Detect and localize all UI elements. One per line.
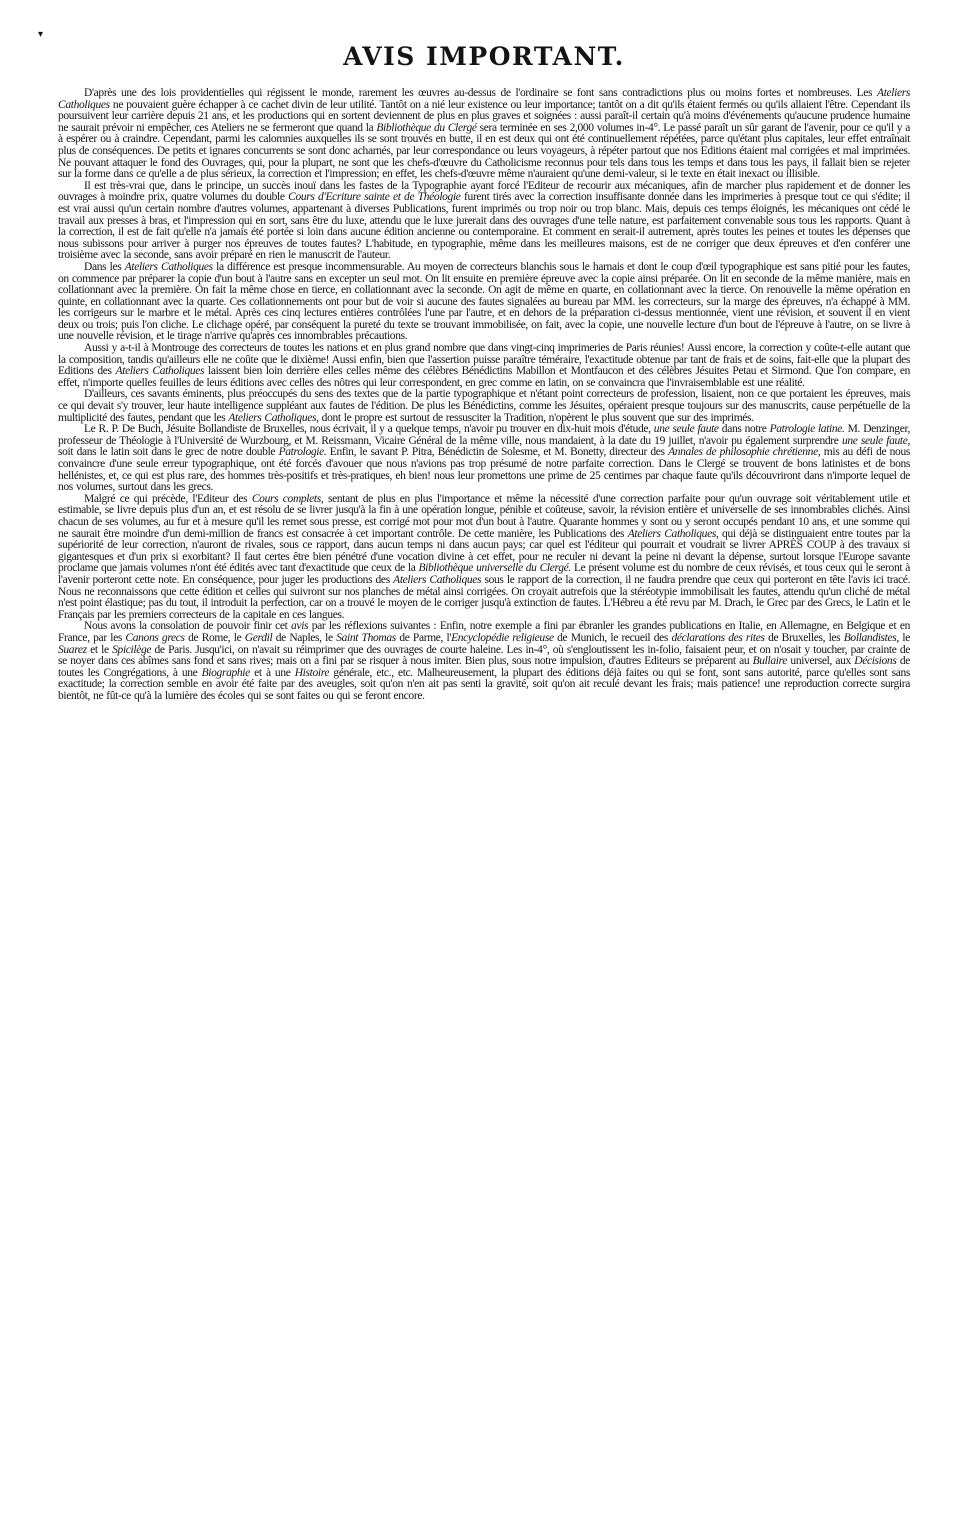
text-run: sera terminée en ses 2,000 volumes in-4°. Le passé paraît un sûr garant de l'avenir, pour ce qu'il y a à espérer ou à craindre. Cependant, parmi les calomnies auxquelles ils se sont trouvés en butte, il en est deux qui ont été continuellement répétées, parce qu'étant plus capitales, leur effet entraînait plus de conséquences. De petits et ignares concurrents se sont donc acharnés, par leur correspondance ou leurs voyageurs, à répéter partout que nos Editions étaient mal corrigées et mal imprimées. Ne pouvant attaquer le fond des Ouvrages, qui, pour la plupart, ne sont que les chefs-d'œuvre du Catholicisme reconnus pour tels dans tous les temps et dans tous les pays, il fallait bien se rejeter sur la forme dans ce qu'elle a de plus sérieux, la correction et l'impression; en effet, les chefs-d'œuvre même n'auraient qu'une demi-valeur, si le texte en était inexact ou illisible.	[58, 121, 911, 181]
text-run: de toutes les Congrégations, à une	[58, 655, 910, 679]
text-run: et à une	[249, 666, 295, 679]
italic-title: déclarations des rites	[671, 631, 765, 644]
italic-title: une seule faute,	[841, 434, 910, 447]
text-run: Aussi y a-t-il à Montrouge des correcteurs de toutes les nations et en plus grand nombre que dans vingt-cinq imprimeries de Paris réunies! Aussi encore, la correction y coûte-t-elle autant que la composition, tandis qu'ailleurs elle ne coûte que le dixième! Aussi enfin, bien que l'assertion puisse paraître téméraire, l'exactitude obtenue par tant de frais et de soins, fait-elle que la plupart des Editions des	[58, 342, 910, 378]
paragraph	[58, 343, 910, 389]
text-run: de Parme, l'	[395, 631, 452, 644]
paragraph	[58, 181, 910, 262]
italic-title: Encyclopédie religieuse	[451, 631, 554, 644]
italic-title: Ateliers Catholiques,	[228, 411, 319, 424]
italic-title: Annales de philosophie chrétienne,	[668, 446, 821, 459]
paragraph	[58, 621, 910, 702]
text-run: qui déjà se distinguaient entre toutes par la supériorité de leur correction, n'auront de rivales, sous ce rapport, dans aucun temps ni dans aucun pays; car quel est l'éditeur qui pourrait et voudrait se livrer APRÈS COUP à des travaux si gigantesques et d'un prix si exorbitant? Il faut certes être bien pénétré d'une vocation divine à cet effet, pour ne reculer ni devant la peine ni devant la dépense, surtout lorsque l'Europe savante proclame que jamais volumes n'ont été édités avec tant d'exactitude que ceux de la	[58, 527, 910, 575]
text-run: Il est très-vrai que, dans le principe, un succès inouï dans les fastes de la Typographie ayant forcé l'Editeur de recourir aux mécaniques, afin de marcher plus rapidement et de donner les ouvrages à moindre prix, quatre volumes du double	[58, 179, 910, 204]
text-run: D'après une des lois providentielles qui régissent le monde, rarement les œuvres au-dessus de l'ordinaire se font sans contradictions plus ou moins fortes et nombreuses. Les	[84, 87, 878, 99]
italic-title: Suarez	[58, 643, 87, 656]
text-run: dont le propre est surtout de ressusciter la Tradition, n'opèrent le plus souvent que sur des imprimés.	[318, 411, 754, 424]
text-run: M. Denzinger, professeur de Théologie à l'Université de Wurzbourg, et M. Reissmann, Vicaire Général de la même ville, nous mandaient, à la date du 19 juillet, n'avoir pu également surprendre	[58, 423, 910, 447]
text-run: sentant de plus en plus l'importance et même la nécessité d'une correction parfaite pour qu'un ouvrage soit véritablement utile et estimable, se livre depuis plus d'un an, et est résolu de se livrer jusqu'à la fin à une opération longue, pénible et coûteuse, savoir, la révision entière et universelle de ses innombrables clichés. Ainsi chacun de ses volumes, au fur et à mesure qu'il les remet sous presse, est corrigé mot pour mot d'un bout à l'autre. Quarante hommes y sont ou y seront occupés pendant 10 ans, et une somme qui ne saurait être moindre d'un demi-million de francs est consacrée à cet important contrôle. De cette manière, les Publications des	[58, 492, 910, 540]
text-run: générale, etc., etc. Malheureusement, la plupart des éditions déjà faites ou qui se font, sont sans autorité, parce qu'elles sont sans exactitude; la correction semble en avoir été faite par des aveugles, soit qu'on n'en ait pas senti la gravité, soit qu'on ait reculé devant les frais; mais patience! une reproduction correcte surgira bientôt, ne fût-ce qu'à la lumière des écoles qui se sont faites ou qui se feront encore.	[58, 666, 911, 702]
text-run: universel, aux	[787, 655, 855, 668]
italic-title: Bibliothèque du Clergé	[376, 121, 477, 134]
italic-title: Ateliers Catholiques	[393, 573, 482, 586]
text-run: Nous avons la consolation de pouvoir finir cet	[84, 620, 292, 633]
italic-title: Bullaire	[752, 655, 788, 668]
italic-title: Décisions	[854, 655, 897, 668]
italic-title: avis	[291, 620, 309, 633]
italic-title: Ateliers Catholiques,	[627, 527, 719, 540]
italic-title: Biographie	[201, 666, 250, 679]
paragraph	[58, 494, 910, 622]
paragraph	[58, 262, 910, 343]
text-run: Le présent volume est du nombre de ceux révisés, et tous ceux qui le seront à l'avenir porteront cette note. En conséquence, pour juger les productions des	[58, 562, 910, 586]
text-run: de Bruxelles, les	[764, 631, 844, 644]
text-run: dans notre	[718, 423, 770, 436]
text-run: de Rome, le	[184, 631, 245, 644]
text-run: sous le rapport de la correction, il ne faudra prendre que ceux qui porteront en tête l'avis ici tracé. Nous ne reconnaissons que cette édition et celles qui suivront sur nos planches de métal ainsi corrigées. On croyait autrefois que la stéréotypie immobilisait les fautes, attendu qu'un cliché de métal n'est point élastique; pas du tout, il introduit la perfection, car on a trouvé le moyen de le corriger jusqu'à extinction de fautes. L'Hébreu a été revu par M. Drach, le Grec par des Grecs, le Latin et le Français par les premiers correcteurs de la capitale en ces langues.	[58, 573, 910, 621]
text-run: par les réflexions suivantes : Enfin, notre exemple a fini par ébranler les grandes publications en Italie, en Allemagne, en Belgique et en France, par les	[58, 620, 910, 644]
text-run: Enfin, le savant P. Pitra, Bénédictin de Solesme, et M. Bonetty, directeur des	[326, 446, 669, 459]
text-run: de Naples, le	[272, 631, 337, 644]
italic-title: Bibliothèque universelle du Clergé.	[418, 562, 571, 575]
paragraph	[58, 88, 910, 181]
italic-title: Bollandistes	[843, 631, 897, 644]
text-run: ne pouvaient guère échapper à ce cachet divin de leur utilité. Tantôt on a nié leur existence ou leur importance; tantôt on a dit qu'ils étaient fermés ou qu'ils allaient l'être. Cependant ils poursuivent leur carrière depuis 21 ans, et les productions qui en sortent deviennent de plus en plus graves et soignées : aussi paraît-il certain qu'à moins d'événements qu'aucune prudence humaine ne saurait prévoir ni empêcher, ces Ateliers ne se fermeront que quand la	[58, 98, 910, 134]
text-run: laissent bien loin derrière elles celles même des célèbres Bénédictins Mabillon et Montfaucon et des célèbres Jésuites Petau et Sirmond. Que l'on compare, en effet, n'importe quelles feuilles de leurs éditions avec celles des nôtres qui leur correspondent, en grec comme en latin, on se convaincra que l'invraisemblable est une réalité.	[58, 365, 910, 389]
text-run: mis au défi de nous convaincre d'une seule erreur typographique, ont été forcés d'avouer que nous n'avions pas trop présumé de notre parfaite correction. Dans le Clergé se trouvent de bons latinistes et de bons hellénistes, et, ce qui est plus rare, des hommes très-positifs et très-pratiques, eh bien! nous leur promettons une prime de 25 centimes par chaque faute qu'ils découvriront dans n'importe lequel de nos volumes, surtout dans les grecs.	[58, 446, 910, 494]
text-run: Le R. P. De Buch, Jésuite Bollandiste de Bruxelles, nous écrivait, il y a quelque temps, n'avoir pu trouver en dix-huit mois d'étude,	[84, 423, 654, 436]
italic-title: Ateliers Catholiques	[124, 260, 213, 273]
page-title: AVIS IMPORTANT.	[343, 42, 625, 71]
italic-title: Cours d'Ecriture sainte et de Théologie	[288, 191, 461, 204]
text-run: furent tirés avec la correction insuffisante donnée dans les imprimeries à presque tout ce qui s'édite; il est vrai aussi qu'un certain nombre d'autres volumes, appartenant à diverses Publications, furent imprimés ou trop noir ou trop blanc. Mais, depuis ces temps éloignés, les mécaniques ont cédé le travail aux presses à bras, et l'impression qui en sort, sans être du luxe, attendu que le luxe jurerait dans des ouvrages d'une telle nature, est parfaitement convenable sous tous les rapports. Quant à la correction, il est de fait qu'elle n'a jamais été portée si loin dans aucune édition ancienne ou contemporaine. Et comment en serait-il autrement, après toutes les peines et toutes les dépenses que nous subissons pour arriver à purger nos épreuves de toutes fautes? L'habitude, en typographie, même dans les meilleures maisons, est de ne corriger que deux épreuves et d'en conférer une troisième avec la seconde, sans avoir préparé en rien le manuscrit de l'auteur.	[58, 191, 910, 262]
text-run: de Munich, le recueil des	[553, 631, 672, 644]
notice-body	[58, 88, 910, 702]
paragraph	[58, 389, 910, 424]
text-run: Dans les	[84, 260, 125, 273]
text-run: la différence est presque incommensurable. Au moyen de correcteurs blanchis sous le harnais et dont le coup d'œil typographique est sans pitié pour les fautes, on commence par préparer la copie d'un bout à l'autre sans en excepter un seul mot. On lit ensuite en première épreuve avec la copie ainsi préparée. On lit en seconde de la même manière, mais en collationnant avec la première. On fait la même chose en tierce, en collationnant avec la seconde. On agit de même en quarte, en collationnant avec la tierce. On renouvelle la même opération en quinte, en collationnant avec la quarte. Ces collationnements ont pour but de voir si aucune des fautes signalées au bureau par MM. les correcteurs, sur la marge des épreuves, n'a échappé à MM. les corrigeurs sur le marbre et le métal. Après ces cinq lectures entières contrôlées l'une par l'autre, et en dehors de la préparation ci-dessus mentionnée, vient une révision, et souvent il en vient deux ou trois; puis l'on cliche. Le clichage opéré, par conséquent la pureté du texte se trouvant immobilisée, on fait, avec la copie, une nouvelle lecture d'un bout de l'épreuve à l'autre, on se livre à une nouvelle révision, et le tirage n'arrive qu'après ces innombrables précautions.	[58, 260, 911, 343]
italic-title: Ateliers Catholiques	[115, 365, 205, 378]
italic-title: Gerdil	[244, 631, 273, 644]
italic-title: Patrologie latine.	[769, 423, 845, 436]
text-run: et le	[86, 643, 113, 656]
printer-mark: ▾	[38, 29, 44, 40]
italic-title: Saint Thomas	[336, 631, 396, 644]
italic-title: une seule faute	[653, 423, 719, 436]
italic-title: Histoire	[294, 666, 330, 679]
paragraph	[58, 424, 910, 494]
text-run: D'ailleurs, ces savants éminents, plus préoccupés du sens des textes que de la partie typographique et n'étant point correcteurs de profession, lisaient, non ce que portaient les épreuves, mais ce qui devait s'y trouver, leur haute intelligence suppléant aux fautes de l'édition. De plus les Bénédictins, comme les Jésuites, opéraient presque toujours sur des manuscrits, cause perpétuelle de la multiplicité des fautes, pendant que les	[58, 388, 910, 424]
text-run: , le	[896, 631, 910, 644]
text-run: Malgré ce qui précède, l'Editeur des	[84, 492, 252, 505]
italic-title: Spicilège	[112, 643, 152, 656]
italic-title: Ateliers Catholiques	[58, 87, 910, 111]
text-run: de Paris. Jusqu'ici, on n'avait su réimprimer que des ouvrages de courte haleine. Les in-4°, où s'engloutissent les in-folio, faisaient peur, et on n'osait y toucher, par crainte de se noyer dans ces abîmes sans fond et sans rives; mais on a fini par se risquer à nous imiter. Bien plus, sous notre impulsion, d'autres Editeurs se préparent au	[58, 643, 910, 668]
italic-title: Patrologie.	[278, 446, 327, 459]
italic-title: Cours complets,	[251, 492, 324, 505]
text-run: soit dans le latin soit dans le grec de notre double	[58, 446, 279, 459]
italic-title: Canons grecs	[125, 631, 185, 644]
